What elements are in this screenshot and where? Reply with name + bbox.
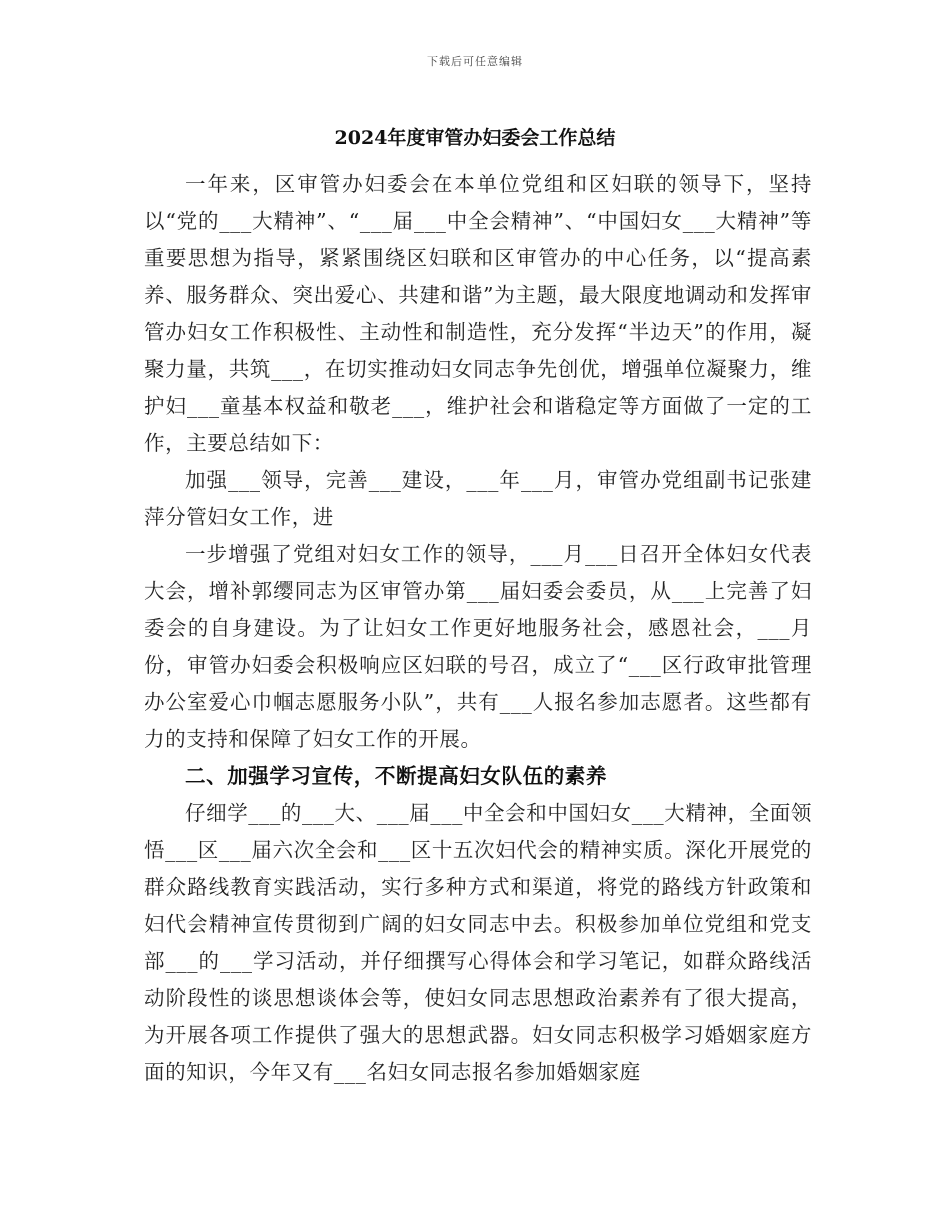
document-title: 2024年度审管办妇委会工作总结 (334, 127, 616, 149)
header-note: 下载后可任意编辑 (427, 55, 523, 68)
leadership-continued-paragraph: 一步增强了党组对妇女工作的领导，___月___日召开全体妇女代表大会，增补郭缨同志为区审管办第___届妇委会委员，从___上完善了妇委会的自身建设。为了让妇女工作更好地服务社会，感恩社会，___月份，审管办妇委会积极响应区妇联的号召，成立了“___区行政审批管理办公室爱心巾帼志愿服务小队”，共有___人报名参加志愿者。这些都有力的支持和保障了妇女工作的开展。 (144, 542, 812, 751)
document-body (144, 166, 812, 1091)
study-paragraph: 仔细学___的___大、___届___中全会和中国妇女___大精神，全面领悟___区___届六次全会和___区十五次妇代会的精神实质。深化开展党的群众路线教育实践活动，实行多种方式和渠道，将党的路线方针政策和妇代会精神宣传贯彻到广阔的妇女同志中去。积极参加单位党组和党支部___的___学习活动，并仔细撰写心得体会和学习笔记，如群众路线活动阶段性的谈思想谈体会等，使妇女同志思想政治素养有了很大提高，为开展各项工作提供了强大的思想武器。妇女同志积极学习婚姻家庭方面的知识，今年又有___名妇女同志报名参加婚姻家庭 (144, 801, 812, 1084)
intro-paragraph: 一年来，区审管办妇委会在本单位党组和区妇联的领导下，坚持以“党的___大精神”、“___届___中全会精神”、“中国妇女___大精神”等重要思想为指导，紧紧围绕区妇联和区审管办的中心任务，以“提高素养、服务群众、突出爱心、共建和谐”为主题，最大限度地调动和发挥审管办妇女工作积极性、主动性和制造性，充分发挥“半边天”的作用，凝聚力量，共筑___，在切实推动妇女同志争先创优，增强单位凝聚力，维护妇___童基本权益和敬老___，维护社会和谐稳定等方面做了一定的工作，主要总结如下： (144, 172, 812, 455)
leadership-paragraph: 加强___领导，完善___建设，___年___月，审管办党组副书记张建萍分管妇女工作，进 (144, 468, 812, 529)
section-heading: 二、加强学习宣传，不断提高妇女队伍的素养 (185, 764, 607, 788)
